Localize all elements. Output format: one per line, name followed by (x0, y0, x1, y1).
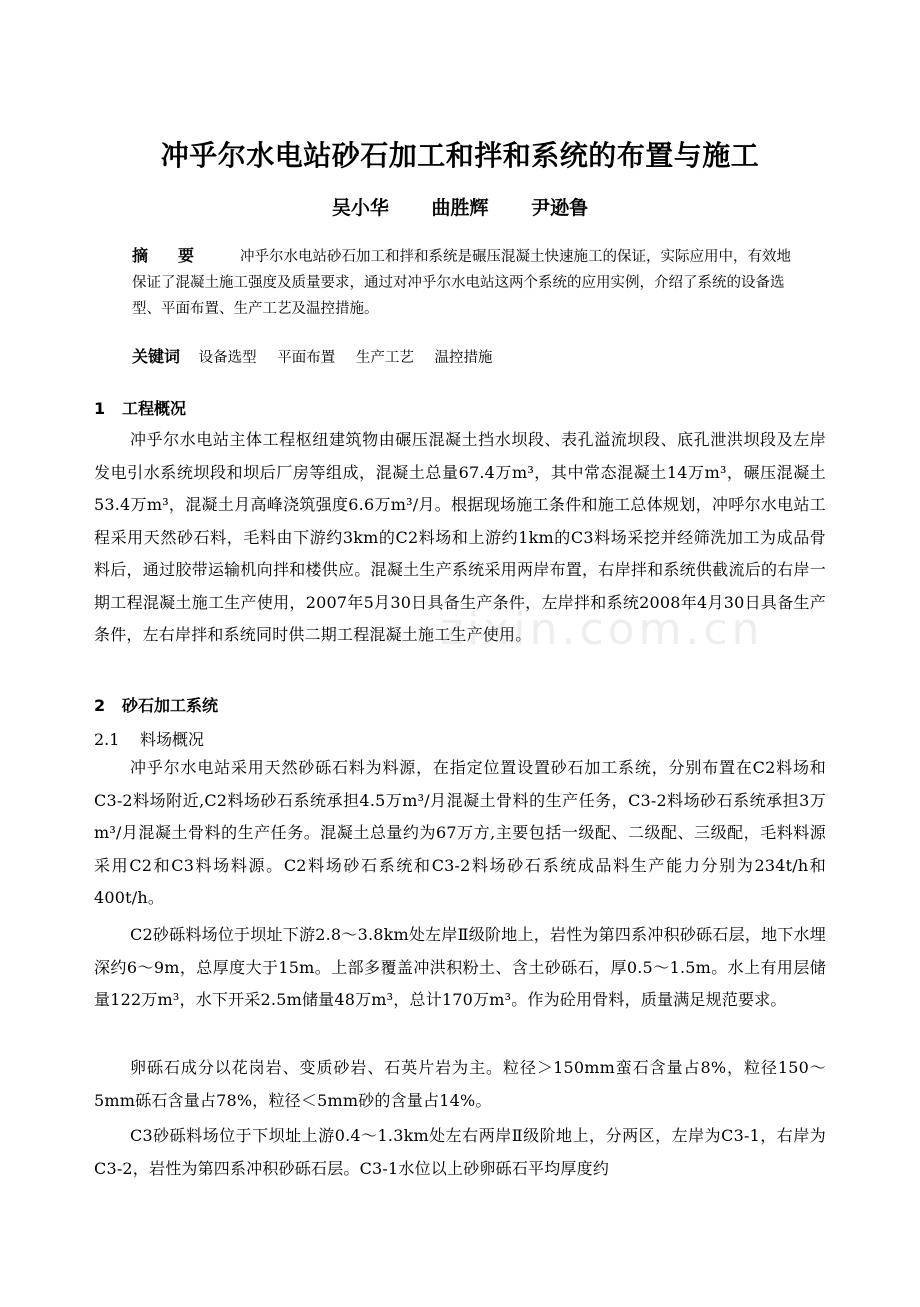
author-list (0, 193, 920, 220)
abstract-label: 摘要 (132, 246, 225, 265)
keyword: 平面布置 (277, 350, 336, 366)
author-name: 尹逊鲁 (531, 197, 589, 219)
section-number: 2 (94, 696, 106, 715)
section-title: 工程概况 (122, 399, 187, 418)
subsection-number: 2.1 (94, 730, 120, 749)
abstract (132, 243, 802, 322)
paper-title: 冲乎尔水电站砂石加工和拌和系统的布置与施工 (160, 139, 760, 172)
section-title: 砂石加工系统 (122, 696, 219, 715)
watermark: zixin.com.cn (440, 604, 764, 655)
paragraph: 冲乎尔水电站主体工程枢纽建筑物由碾压混凝土挡水坝段、表孔溢流坝段、底孔泄洪坝段及左岸发电引水系统坝段和坝后厂房等组成，混凝土总量67.4万m³，其中常态混凝土14万m³，碾压混凝土53.4万m³，混凝土月高峰浇筑强度6.6万m³/月。根据现场施工条件和施工总体规划，冲呼尔水电站工程采用天然砂石料，毛料由下游约3km的C2料场和上游约1km的C3料场采挖并经筛洗加工为成品骨料后，通过胶带运输机向拌和楼供应。混凝土生产系统采用两岸布置，右岸拌和系统供截流后的右岸一期工程混凝土施工生产使用，2007年5月30日具备生产条件，左岸拌和系统2008年4月30日具备生产条件，左右岸拌和系统同时供二期工程混凝土施工生产使用。 (94, 430, 826, 644)
keywords (132, 344, 802, 367)
keywords-label: 关键词 (132, 347, 181, 366)
author-name: 吴小华 (331, 197, 389, 219)
author-name: 曲胜辉 (431, 197, 489, 219)
paragraph: C2砂砾料场位于坝址下游2.8～3.8km处左岸Ⅱ级阶地上，岩性为第四系冲积砂砾石层，地下水埋深约6～9m，总厚度大于15m。上部多覆盖冲洪积粉土、含土砂砾石，厚0.5～1.5m。水上有用层储量122万m³，水下开采2.5m储量48万m³，总计170万m³。作为砼用骨料，质量满足规范要求。 (94, 925, 826, 1009)
keyword: 设备选型 (198, 350, 257, 366)
section-number: 1 (94, 399, 106, 418)
section-heading (94, 396, 186, 419)
subsection-title: 料场概况 (140, 730, 205, 749)
paragraph: C3砂砾料场位于下坝址上游0.4～1.3km处左右两岸Ⅱ级阶地上，分两区，左岸为C3-1，右岸为C3-2，岩性为第四系冲积砂砾石层。C3-1水位以上砂卵砾石平均厚度约 (94, 1126, 826, 1178)
paragraph: 卵砾石成分以花岗岩、变质砂岩、石英片岩为主。粒径＞150mm蛮石含量占8%，粒径150～5mm砾石含量占78%，粒径＜5mm砂的含量占14%。 (94, 1058, 826, 1110)
keyword: 生产工艺 (355, 350, 414, 366)
keyword: 温控措施 (434, 350, 493, 366)
subsection-heading (94, 727, 204, 750)
abstract-text: 冲乎尔水电站砂石加工和拌和系统是碾压混凝土快速施工的保证，实际应用中，有效地保证了混凝土施工强度及质量要求，通过对冲乎尔水电站这两个系统的应用实例，介绍了系统的设备选型、平面布置、生产工艺及温控措施。 (132, 249, 792, 317)
paragraph: 冲乎尔水电站采用天然砂砾石料为料源，在指定位置设置砂石加工系统，分别布置在C2料场和C3-2料场附近,C2料场砂石系统承担4.5万m³/月混凝土骨料的生产任务，C3-2料场砂石系统承担3万m³/月混凝土骨料的生产任务。混凝土总量约为67万方,主要包括一级配、二级配、三级配，毛料料源采用C2和C3料场料源。C2料场砂石系统和C3-2料场砂石系统成品料生产能力分别为234t/h和400t/h。 (94, 758, 826, 907)
section-heading (94, 693, 218, 716)
